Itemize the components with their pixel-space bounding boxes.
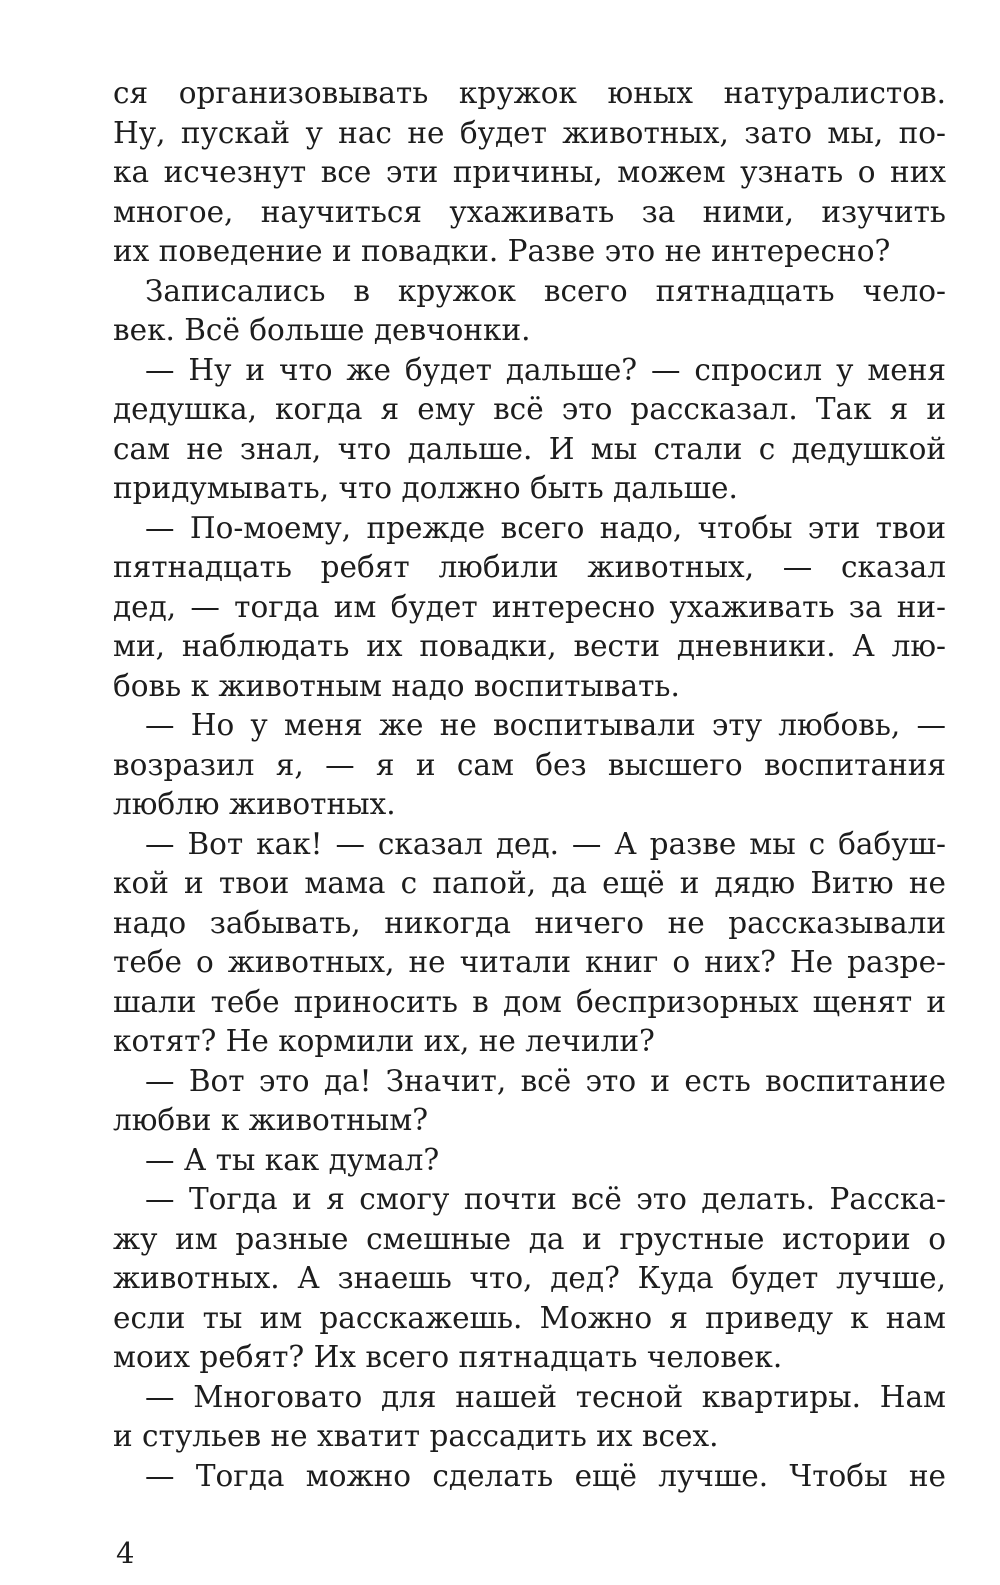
- text-line: — Многовато для нашей тесной квартиры. Нам: [145, 1379, 946, 1414]
- text-line: пятнадцать ребят любили животных, — сказал: [113, 550, 946, 584]
- text-line: любви к животным?: [113, 1103, 429, 1137]
- text-line: тебе о животных, не читали книг о них? Не разре-: [113, 945, 946, 979]
- text-line: кой и твои мама с папой, да ещё и дядю Витю не: [113, 866, 946, 900]
- text-line: — Ну и что же будет дальше? — спросил у меня: [145, 352, 946, 387]
- text-line: дедушка, когда я ему всё это рассказал. Так я и: [113, 392, 946, 426]
- text-line: — Тогда и я смогу почти всё это делать. Расска-: [145, 1182, 946, 1216]
- text-line: жу им разные смешные да и грустные истории о: [113, 1221, 946, 1256]
- text-line: их поведение и повадки. Разве это не интересно?: [113, 234, 891, 268]
- text-line: — Вот это да! Значит, всё это и есть воспитание: [145, 1063, 946, 1098]
- text-line: многое, научиться ухаживать за ними, изучить: [113, 194, 946, 229]
- text-line: люблю животных.: [113, 787, 396, 821]
- text-line: шали тебе приносить в дом беспризорных щенят и: [113, 984, 946, 1019]
- text-line: если ты им расскажешь. Можно я приведу к нам: [113, 1300, 946, 1335]
- text-line: дед, — тогда им будет интересно ухаживать за ни-: [113, 589, 946, 624]
- text-line: возразил я, — я и сам без высшего воспитания: [113, 747, 946, 782]
- text-line: моих ребят? Их всего пятнадцать человек.: [113, 1340, 783, 1374]
- text-line: — Тогда можно сделать ещё лучше. Чтобы не: [145, 1458, 946, 1493]
- text-line: сам не знал, что дальше. И мы стали с дедушкой: [113, 431, 946, 466]
- text-line: котят? Не кормили их, не лечили?: [113, 1024, 655, 1058]
- text-line: бовь к животным надо воспитывать.: [113, 668, 680, 703]
- text-line: Ну, пускай у нас не будет животных, зато мы, по-: [113, 115, 946, 150]
- text-line: ся организовывать кружок юных натуралистов.: [113, 76, 946, 110]
- page-number: 4: [116, 1536, 135, 1570]
- text-line: ми, наблюдать их повадки, вести дневники. А лю-: [113, 629, 946, 663]
- text-line: век. Всё больше девчонки.: [113, 313, 531, 347]
- text-line: Записались в кружок всего пятнадцать чело-: [145, 273, 946, 308]
- text-line: — Вот как! — сказал дед. — А разве мы с бабуш-: [145, 826, 946, 861]
- text-line: животных. А знаешь что, дед? Куда будет лучше,: [113, 1261, 946, 1295]
- text-line: — По-моему, прежде всего надо, чтобы эти твои: [145, 510, 946, 545]
- text-line: — А ты как думал?: [145, 1142, 440, 1177]
- text-line: — Но у меня же не воспитывали эту любовь, —: [145, 708, 946, 742]
- text-line: надо забывать, никогда ничего не рассказывали: [113, 905, 946, 940]
- text-line: ка исчезнут все эти причины, можем узнать о них: [113, 155, 946, 189]
- text-block: [113, 74, 946, 1496]
- text-line: придумывать, что должно быть дальше.: [113, 471, 738, 505]
- text-line: и стульев не хватит рассадить их всех.: [113, 1419, 719, 1453]
